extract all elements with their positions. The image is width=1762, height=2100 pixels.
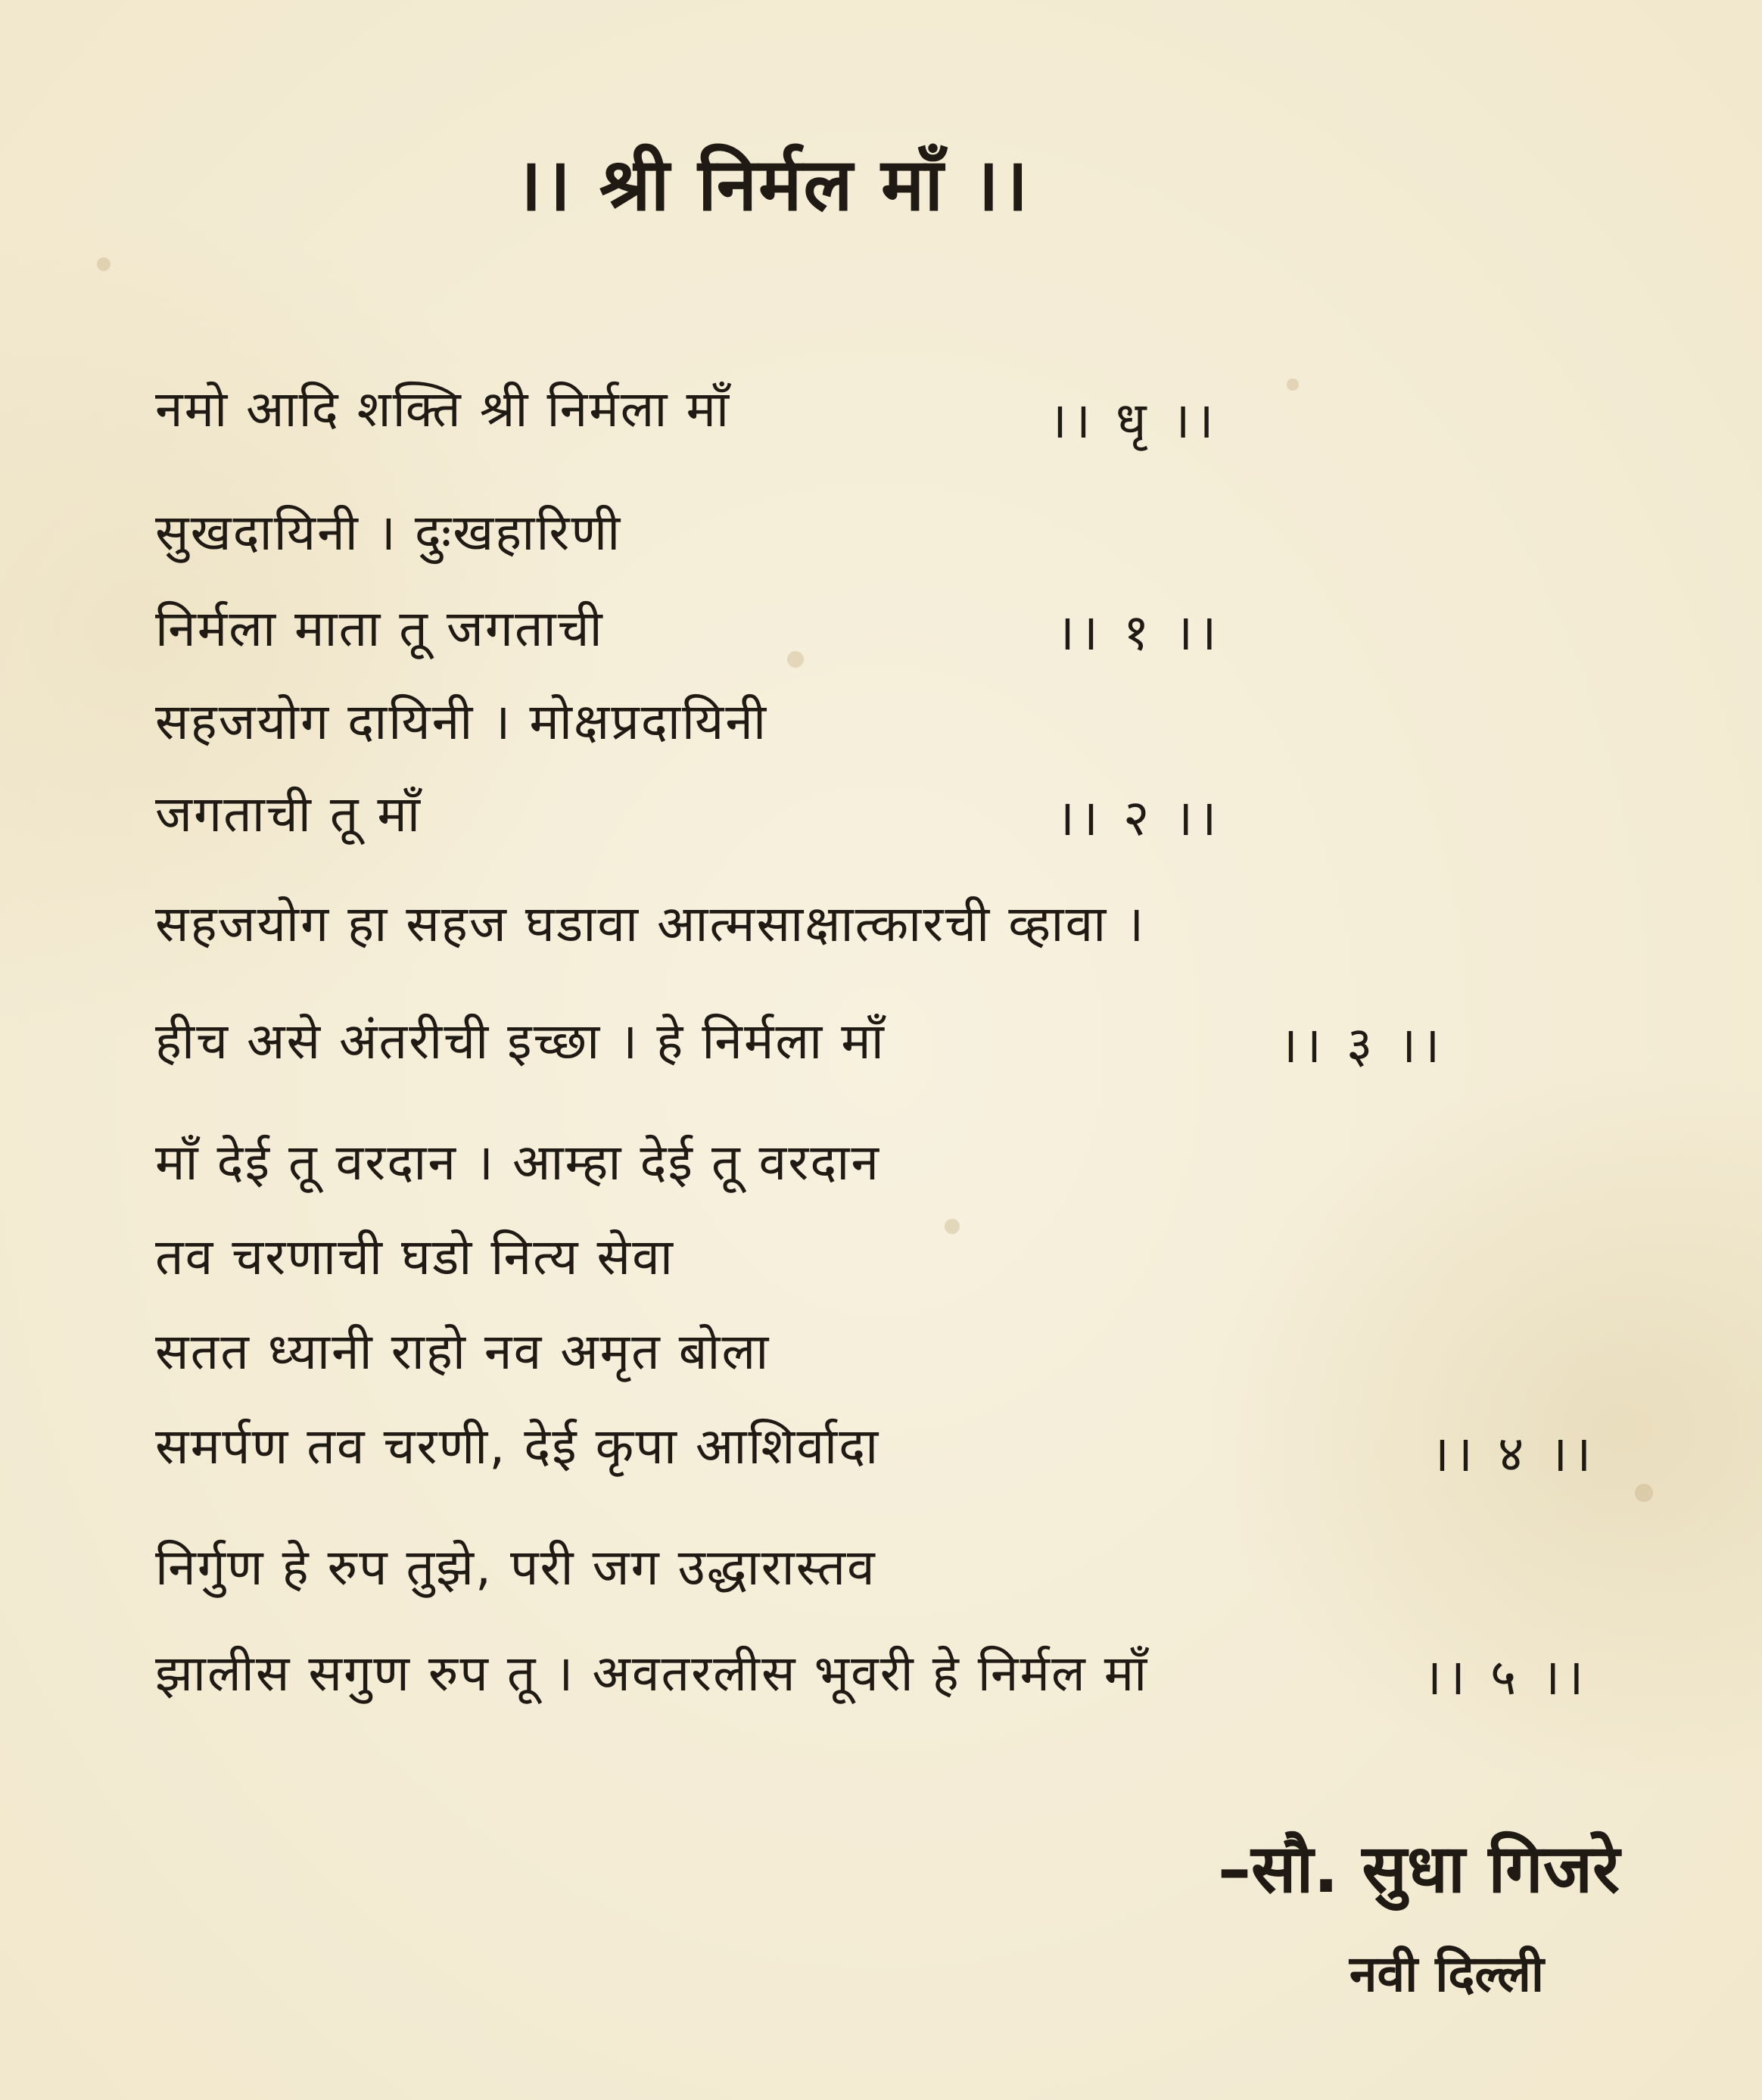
poem-title: ।। श्री निर्मल माँ ।। <box>514 142 1030 227</box>
poem-line: हीच असे अंतरीची इच्छा । हे निर्मला माँ <box>155 1012 886 1070</box>
poem-line: जगताची तू माँ <box>155 785 422 843</box>
poem-line: माँ देई तू वरदान । आम्हा देई तू वरदान <box>155 1133 880 1192</box>
poem-line: निर्गुण हे रुप तुझे, परी जग उद्धारास्तव <box>155 1538 876 1597</box>
poem-line: सुखदायिनी । दुःखहारिणी <box>155 503 622 562</box>
paper-stain <box>1287 379 1299 391</box>
author-place: नवी दिल्ली <box>1349 1945 1544 2003</box>
author-signature: –सौ. सुधा गिजरे <box>1217 1830 1620 1908</box>
poem-line: सतत ध्यानी राहो नव अमृत बोला <box>155 1323 770 1381</box>
poem-line: निर्मला माता तू जगताची <box>155 600 604 658</box>
verse-marker: ।। ४ ।। <box>1430 1425 1596 1483</box>
paper-stain <box>1635 1484 1653 1502</box>
verse-marker: ।। १ ।। <box>1056 603 1222 662</box>
paper-stain <box>945 1219 960 1234</box>
poem-line: सहजयोग दायिनी । मोक्षप्रदायिनी <box>155 693 768 751</box>
poem-line: सहजयोग हा सहज घडावा आत्मसाक्षात्कारची व्हावा । <box>155 895 1146 953</box>
poem-line: समर्पण तव चरणी, देई कृपा आशिर्वादा <box>155 1417 880 1475</box>
poem-line: झालीस सगुण रुप तू । अवतरलीस भूवरी हे निर्मल माँ <box>155 1644 1149 1703</box>
paper-stain <box>787 651 804 668</box>
verse-marker: ।। २ ।। <box>1056 789 1222 847</box>
verse-marker: ।। ५ ।। <box>1423 1648 1589 1706</box>
verse-marker: ।। धृ ।। <box>1048 391 1219 450</box>
paper-stain <box>97 257 111 271</box>
poem-line: नमो आदि शक्ति श्री निर्मला माँ <box>155 380 731 438</box>
verse-marker: ।। ३ ।। <box>1279 1016 1445 1074</box>
poem-line: तव चरणाची घडो नित्य सेवा <box>155 1228 674 1286</box>
